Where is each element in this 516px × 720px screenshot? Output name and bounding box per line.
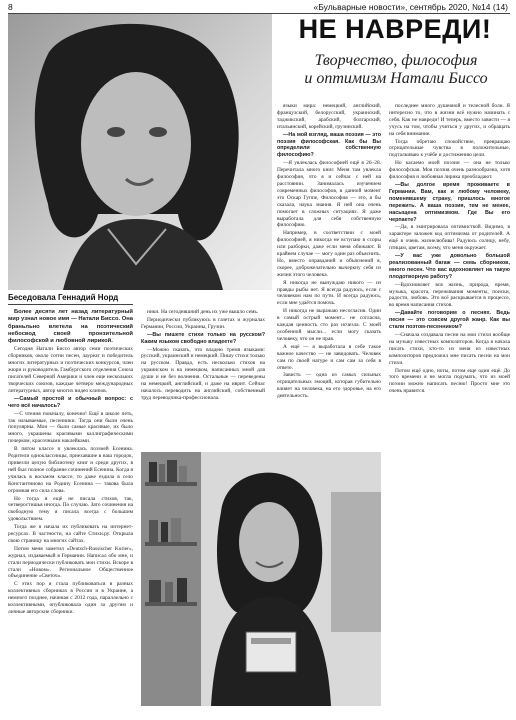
article-headline: НЕ НАВРЕДИ! [298, 14, 492, 44]
paragraph: —Сначала создавала песни на мои стихи вообще на музыку известных композиторов. Когда я начала писать стихи, кто-то из меня из известных композиторов предложил мне писать песни на мои стихи. [389, 332, 510, 366]
paragraph: Зависть — одна из самых сильных отрицательных эмоций, которая губительно влияет на человека, на его здоровье, на его деятельность. [277, 372, 381, 400]
newspaper-issue-title: «Бульварные новости», сентябрь 2020, №14 (14) [313, 2, 508, 12]
bookshelf-photo [141, 452, 381, 706]
paragraph: —Да, я эмигрировала оптимисткой. Видимо, в характере заложен код оптимизма от родителей. А ещё в очень жизнелюбива! Радуюсь солнцу, небу, птицам, цветам, всему, что меня окружает. [389, 224, 510, 252]
paragraph: Периодически публикуюсь в газетах и журналах Германии, России, Украины, Грузии. [141, 316, 265, 330]
article-column-1 [8, 309, 133, 709]
article-lead: Более десяти лет назад литературный мир узнал новое имя — Натали Биссо. Она браньльно влетела на поэтический небосвод своей пронзительной философской и любовной лирикой. [8, 309, 133, 345]
paragraph: Потом меня заметил «Deutsch-Russischer Kurier», журнал, издаваемый в Германии. Написал обо мне, и стали периодически публиковать мои стихи. Вскоре в стали «Новом». Региональное Общественное объединение «Светоч». [8, 545, 133, 580]
paragraph: Но тогда я ещё не писала стихов, так, четверостишья иногда. По случаю. Зато сочинения на свободную тему я писала всегда с большим удовольствием. [8, 495, 133, 523]
paragraph: Тогда обретаю спокойствие, превращаю отрицательные чувства в положительные, подталкиваю к учёбе и достижению цели. [389, 138, 510, 159]
interview-question: —Вы долгое время проживаете в Германии. Вам, как и любому человеку, поменявшему страну, пришлось многое пережить. А ваша поэзия, тем не менее, насыщена оптимизмом. Где Вы его черпаете? [389, 181, 510, 223]
page-header [0, 0, 516, 13]
paragraph: С этих пор я стала публиковаться в разных коллективных сборниках в России и в Украине, а немного позднее, начиная с 2012 года, параллельно с коллективными, опубликовала один за другим и личные авторские сборники. [8, 581, 133, 616]
paragraph: Например, в соответствии с моей философией, я никогда не вступаю в ссоры или разборки, даже если меня обижают. В крайнем случае — могу один раз объяснить. Но, вместо оправданий и объяснений я, скорее, доброжелательно вычеркну себя из жизни этого человека. [277, 230, 381, 278]
subtitle-line-2: и оптимизм Натали Биссо [304, 70, 488, 87]
paragraph: В пятом классе я увлеклась поэзией Есенина. Родители одноклассницы, приехавшие в наш городок, привезли целую библиотеку книг и среди других, в ней был полное собрание сочинений Есенина. Когда я училась в восьмом классе, то даже ездила в село Константиново на Родину Есенина — такова была огромная его сила слова. [8, 446, 133, 494]
paragraph: —С чтения поначалу, конечно! Ещё в школе петь, так называемые, песенники. Тогда они были очень популярны. Мои — были самые красивые, их было много, украшены красивыми каллиграфическими почерком, красочными наклейками. [8, 410, 133, 445]
paragraph: И никогда не выражаю несогласия. Один в самый острый момент... не согласна, каждая ценность сто раз исчезла. С моей особенной мысли... если могу сказать человеку, что он не прав. [277, 308, 381, 342]
paragraph: Я никогда не вынуждаю никого — из правды рыбы нет. Я всегда радуюсь, если с человеком нам по пути. И всегда радуюсь, если мне удаётся помочь. [277, 279, 381, 307]
paragraph: последнее много душевной и телесной боли. Я интересно то, что в жизни всё нужно начинать с себя. Как не навреди! И теперь, вместо зависти — я учусь на том, чтобы учиться у других, и обращать на себя внимание. [389, 103, 510, 137]
byline-rule [8, 304, 133, 305]
paragraph: Потом ещё одно, ноты, потом еще один ещё. До того времени я не могла подумать, что из моей поэзии можно написать песню! Просто мне это очень нравится. [389, 367, 510, 395]
article-column-2 [141, 309, 265, 449]
paragraph: Но касаемо моей поэзии — она не только философская. Моя поэзия очень разнообразна, хотя философия и любовная лирика преобладают. [389, 160, 510, 181]
page-number: 8 [8, 2, 13, 12]
paragraph: языки мира: немецкий, английский, французский, белорусский, украинский, таджикский, арабский, болгарский, итальянский, корейский, грузинский. [277, 103, 381, 130]
paragraph: Сегодня Натали Биссо автор семи поэтических сборников, около сотни песен, лауреат и победитель многих литературных и поэтических конкурсов, член жюри и руководитель Гамбургского отделения Союза писателей Северной Америки и член еще нескольких творческих союзов, каждые четверо международных литературных, автор многих видео клипов. [8, 346, 133, 394]
article-column-4 [389, 103, 510, 709]
interview-question: —Самый простой и обычный вопрос: с чего всё началось? [8, 395, 133, 409]
paragraph: Тогда же я начала их публиковать на интернет-ресурсах. В частности, на сайте Стихи.ру. Открыла свою страницу на многих сайтах. [8, 524, 133, 544]
article-column-3 [277, 103, 381, 448]
byline: Беседовала Геннадий Норд [8, 293, 119, 302]
paragraph: —Вдохновляет вся жизнь, природа, время, музыка, красота, переживания моменты, поиски, радости, любовь. Это всё раскрывается в процессе, во время написания стихов. [389, 281, 510, 309]
paragraph: —Я увлеклась философией ещё в 26–28. Перечитала много книг. Меня там увлекла философия, что я и сейчас с ней на расстоянии. Занималась изучением современных философов, в данной момент это Оскар Гуппе, Философия — это, я бы сказала, наука знания. Я ней она очень помогает в сложных ситуациях. Я даже выработала для себя собственную философию. [277, 160, 381, 229]
paragraph: —Можно сказать, что владею тремя языками: русский, украинский и немецкий. Пишу стихи только на русском. Правда, есть несколько стихов на украинском и на немецком, написанных мной для души и не без волнения. Остальные — переведены на немецкий, английский, и даже на иврит. Сейчас началось переводить на английский, собственный труд переводчика-профессионала. [141, 346, 265, 401]
portrait-photo [8, 14, 272, 290]
interview-question: —У вас уже довольно большой реализованный багаж — семь сборников, много песен. Что вас вдохновляет на такую плодотворную работу? [389, 253, 510, 280]
interview-question: —Давайте поговорим о песнях. Ведь песня — это совсем другой жанр. Как вы стали поэтом-песенником? [389, 310, 510, 331]
subtitle-line-1: Творчество, философия [314, 52, 478, 69]
interview-question: —Вы пишете стихи только на русском? Каким языком свободно владеете? [141, 331, 265, 345]
paragraph: ники. На сегодняшний день их уже вышло семь. [147, 309, 259, 315]
interview-question: —На мой взгляд, ваша поэзия — это поэзия философская. Как бы Вы определили собственную философию? [277, 131, 381, 159]
article-subtitle [282, 52, 510, 88]
paragraph: А ещё — я выработала в себе такое важное качество — не завидовать. Человек сам по своей натуре и сам сам за себя в ответе. [277, 343, 381, 371]
